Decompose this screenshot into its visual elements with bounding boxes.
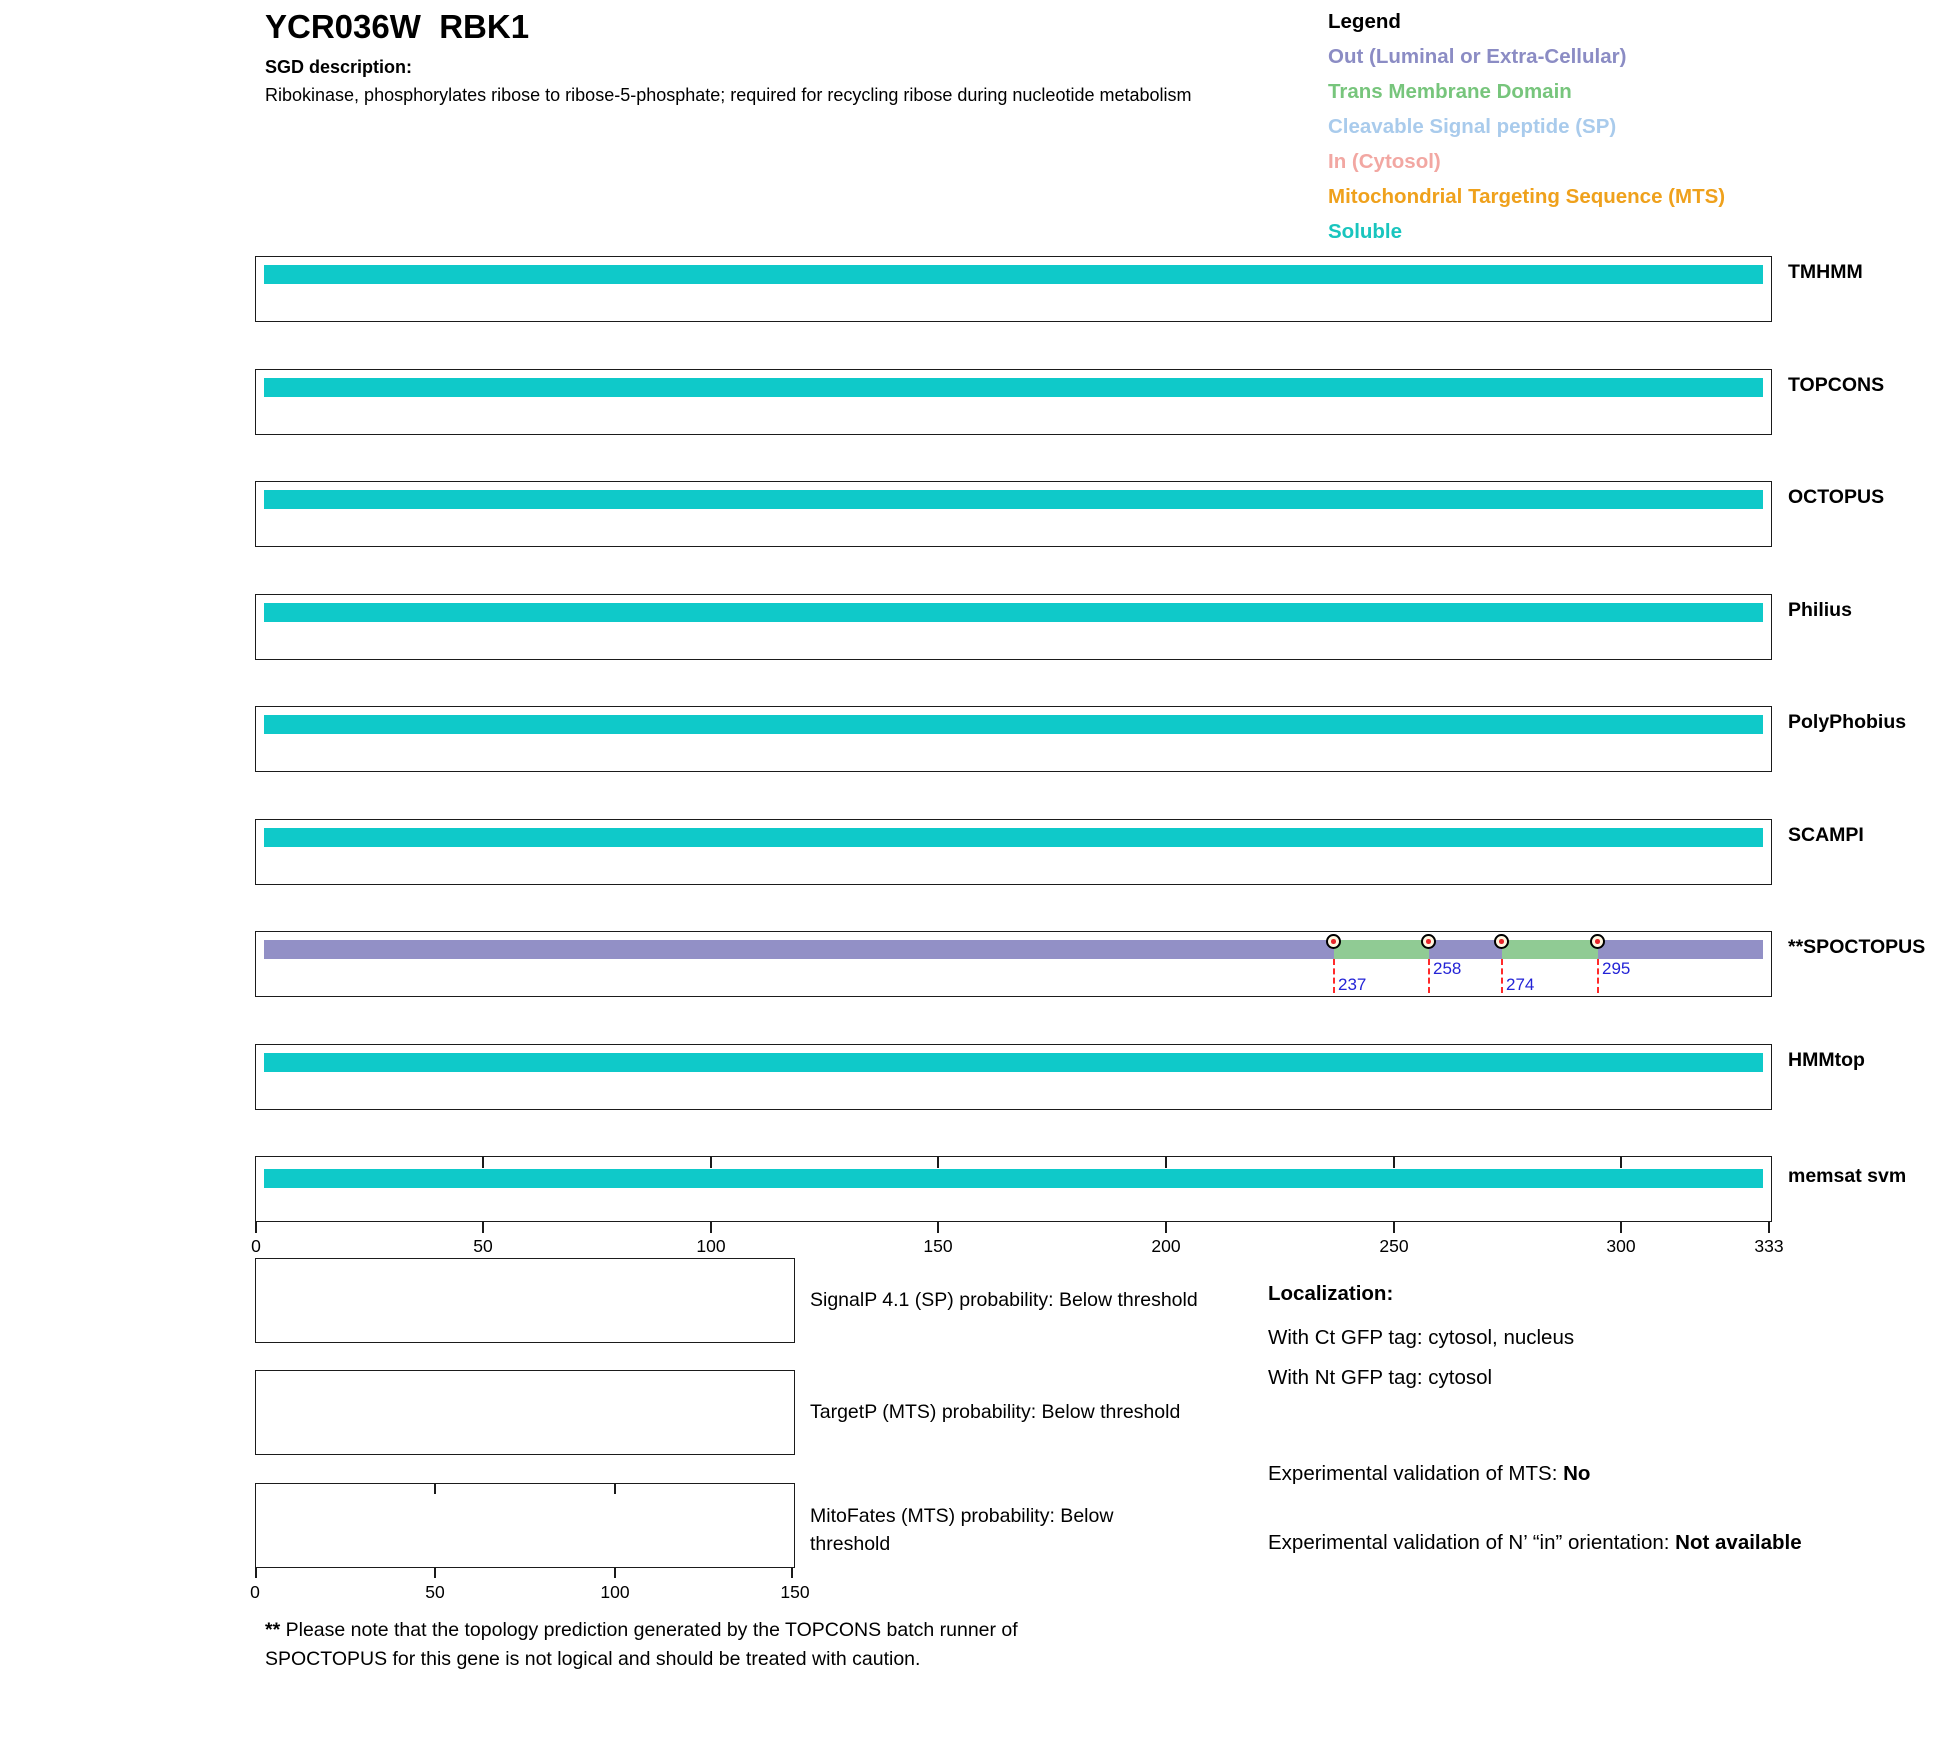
legend-item-in: In (Cytosol) xyxy=(1328,150,1441,173)
legend-item-sp: Cleavable Signal peptide (SP) xyxy=(1328,115,1617,138)
x-axis-tick xyxy=(1393,1222,1395,1233)
x-axis-tick xyxy=(614,1568,616,1578)
x-axis-tick xyxy=(434,1484,436,1494)
soluble-bar xyxy=(264,715,1763,734)
sgd-description-label: SGD description: xyxy=(265,57,413,77)
marker-dashed-line xyxy=(1597,959,1599,993)
track-label: PolyPhobius xyxy=(1788,711,1907,733)
x-axis-tick-label: 150 xyxy=(780,1582,810,1602)
probability-box-targetp xyxy=(255,1370,795,1455)
legend-item-mts: Mitochondrial Targeting Sequence (MTS) xyxy=(1328,185,1726,208)
soluble-bar xyxy=(264,828,1763,847)
probability-box-mitofates xyxy=(255,1483,795,1568)
marker-dashed-line xyxy=(1501,959,1503,993)
track-box xyxy=(255,594,1772,660)
track-spoctopus xyxy=(255,931,1950,997)
track-box xyxy=(255,369,1772,435)
legend xyxy=(1328,4,1725,249)
mts-validation-prefix: Experimental validation of MTS: xyxy=(1268,1462,1564,1485)
marker-position-label: 258 xyxy=(1433,959,1462,978)
probability-box-signalp xyxy=(255,1258,795,1343)
track-box xyxy=(255,1156,1772,1222)
x-axis-tick xyxy=(1165,1157,1167,1168)
x-axis-tick xyxy=(482,1157,484,1168)
out-bar xyxy=(264,940,1763,959)
topology-marker-icon xyxy=(1421,934,1436,949)
track-memsat-svm xyxy=(251,1156,1950,1266)
soluble-bar xyxy=(264,378,1763,397)
x-axis-tick xyxy=(255,1568,257,1578)
legend-item-out: Out (Luminal or Extra-Cellular) xyxy=(1328,45,1627,68)
x-axis-tick xyxy=(1165,1222,1167,1233)
tm-segment-1 xyxy=(1334,940,1429,959)
soluble-bar xyxy=(264,1053,1763,1072)
track-box xyxy=(255,819,1772,885)
x-axis-tick xyxy=(255,1222,257,1233)
x-axis-tick xyxy=(710,1157,712,1168)
x-axis-tick-label: 200 xyxy=(1151,1236,1181,1256)
track-label: **SPOCTOPUS xyxy=(1788,936,1926,958)
soluble-bar xyxy=(264,265,1763,284)
x-axis-tick-label: 0 xyxy=(251,1236,261,1256)
track-label: OCTOPUS xyxy=(1788,486,1885,508)
track-hmmtop xyxy=(255,1044,1950,1110)
x-axis-tick-label: 0 xyxy=(250,1582,260,1602)
track-label: TOPCONS xyxy=(1788,374,1885,396)
x-axis-tick xyxy=(937,1222,939,1233)
x-axis-tick xyxy=(710,1222,712,1233)
soluble-bar xyxy=(264,603,1763,622)
track-box xyxy=(255,706,1772,772)
localization-title: Localization: xyxy=(1268,1282,1394,1305)
topology-marker-icon xyxy=(1326,934,1341,949)
x-axis-tick-label: 250 xyxy=(1379,1236,1409,1256)
marker-position-label: 295 xyxy=(1602,959,1631,978)
probability-label-mitofates: MitoFates (MTS) probability: Below threshold xyxy=(810,1505,1114,1555)
legend-title: Legend xyxy=(1328,10,1401,33)
track-box xyxy=(255,1044,1772,1110)
orientation-validation-line xyxy=(1268,1526,1824,1559)
probability-label-signalp: SignalP 4.1 (SP) probability: Below threshold xyxy=(810,1289,1198,1311)
soluble-bar xyxy=(264,490,1763,509)
legend-item-tm: Trans Membrane Domain xyxy=(1328,80,1572,103)
mts-validation-line xyxy=(1268,1462,1590,1486)
x-axis-tick-label: 50 xyxy=(425,1582,445,1602)
x-axis-tick-label: 300 xyxy=(1606,1236,1636,1256)
track-box xyxy=(255,256,1772,322)
probability-label-targetp: TargetP (MTS) probability: Below threshold xyxy=(810,1401,1181,1423)
topology-marker-icon xyxy=(1494,934,1509,949)
x-axis-tick xyxy=(1620,1157,1622,1168)
localization-line-nt: With Nt GFP tag: cytosol xyxy=(1268,1366,1493,1389)
marker-dashed-line xyxy=(1428,959,1430,993)
marker-position-label: 274 xyxy=(1506,975,1535,994)
x-axis-tick xyxy=(482,1222,484,1233)
x-axis-tick xyxy=(434,1568,436,1578)
track-box xyxy=(255,481,1772,547)
track-label: memsat svm xyxy=(1788,1165,1907,1187)
legend-item-soluble: Soluble xyxy=(1328,220,1403,243)
track-label: HMMtop xyxy=(1788,1049,1865,1071)
track-polyphobius xyxy=(255,706,1950,772)
track-philius xyxy=(255,594,1950,660)
localization-line-ct: With Ct GFP tag: cytosol, nucleus xyxy=(1268,1326,1575,1349)
x-axis-tick xyxy=(1620,1222,1622,1233)
x-axis-tick-label: 100 xyxy=(600,1582,630,1602)
footnote xyxy=(265,1616,1110,1674)
x-axis-tick-label: 333 xyxy=(1754,1236,1784,1256)
tm-segment-2 xyxy=(1502,940,1598,959)
track-tmhmm xyxy=(255,256,1950,322)
track-topcons xyxy=(255,369,1950,435)
footnote-text: Please note that the topology prediction generated by the TOPCONS batch runner of SPOCTOPUS for this gene is not logical and should be treated with caution. xyxy=(265,1619,1018,1670)
x-axis-tick-label: 100 xyxy=(696,1236,726,1256)
orientation-validation-value: Not available xyxy=(1675,1531,1802,1554)
x-axis-tick-label: 50 xyxy=(473,1236,493,1256)
track-scampi xyxy=(255,819,1950,885)
x-axis-tick xyxy=(614,1484,616,1494)
track-label: SCAMPI xyxy=(1788,824,1864,846)
track-label: TMHMM xyxy=(1788,261,1863,283)
x-axis-tick xyxy=(1393,1157,1395,1168)
track-box xyxy=(255,931,1772,997)
marker-dashed-line xyxy=(1333,959,1335,993)
soluble-bar xyxy=(264,1169,1763,1188)
marker-position-label: 237 xyxy=(1338,975,1367,994)
page-title: YCR036W RBK1 xyxy=(265,8,530,45)
x-axis-tick xyxy=(1768,1222,1770,1233)
orientation-validation-prefix: Experimental validation of N’ “in” orientation: xyxy=(1268,1531,1676,1554)
x-axis-tick xyxy=(791,1568,793,1578)
footnote-stars: ** xyxy=(265,1619,281,1641)
sgd-description-text: Ribokinase, phosphorylates ribose to ribose-5-phosphate; required for recycling ribose during nucleotide metabolism xyxy=(265,85,1192,105)
track-label: Philius xyxy=(1788,599,1852,621)
topology-marker-icon xyxy=(1590,934,1605,949)
mts-validation-value: No xyxy=(1563,1462,1591,1485)
x-axis-tick-label: 150 xyxy=(923,1236,953,1256)
x-axis-tick xyxy=(937,1157,939,1168)
track-octopus xyxy=(255,481,1950,547)
